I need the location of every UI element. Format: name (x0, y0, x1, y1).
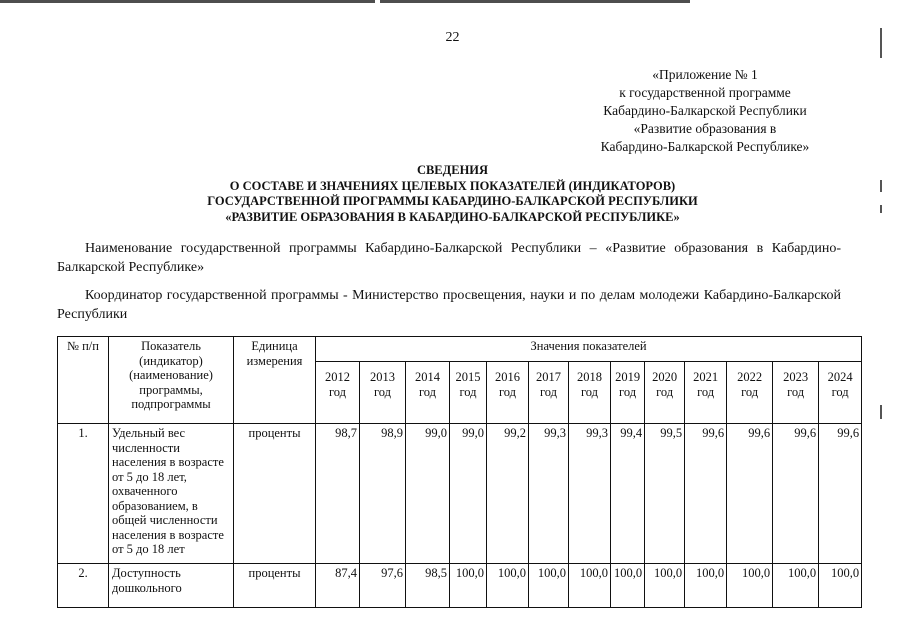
title-line: О СОСТАВЕ И ЗНАЧЕНИЯХ ЦЕЛЕВЫХ ПОКАЗАТЕЛЕЙ (ИНДИКАТОРОВ) (229, 178, 676, 193)
row-value: 99,6 (773, 424, 819, 564)
row-value: 99,6 (819, 424, 862, 564)
row-value: 100,0 (685, 564, 727, 608)
header-year: 2017 год (529, 362, 569, 424)
row-value: 87,4 (316, 564, 360, 608)
row-unit: проценты (234, 424, 316, 564)
header-year: 2022 год (727, 362, 773, 424)
coordinator-paragraph: Координатор государственной программы - Министерство просвещения, науки и по делам молодежи Кабардино-Балкарской Республики (57, 288, 841, 322)
row-value: 100,0 (611, 564, 645, 608)
document-title (0, 163, 905, 225)
row-value: 100,0 (645, 564, 685, 608)
header-year: 2015 год (450, 362, 487, 424)
header-year: 2023 год (773, 362, 819, 424)
header-year: 2019 год (611, 362, 645, 424)
header-year: 2012 год (316, 362, 360, 424)
row-value: 100,0 (529, 564, 569, 608)
appendix-line: «Приложение № 1 (652, 67, 758, 82)
row-value: 99,3 (529, 424, 569, 564)
scan-edge-right (880, 0, 883, 639)
row-indicator: Удельный вес численности населения в возрасте от 5 до 18 лет, охваченного образованием, в общей численности населения в возрасте от 5 до 18 лет (109, 424, 234, 564)
row-indicator: Доступность дошкольного (109, 564, 234, 608)
row-num: 2. (58, 564, 109, 608)
table-row (58, 564, 862, 608)
header-indicator: Показатель (индикатор) (наименование) программы, подпрограммы (109, 337, 234, 424)
appendix-note (575, 66, 835, 156)
title-line: «РАЗВИТИЕ ОБРАЗОВАНИЯ В КАБАРДИНО-БАЛКАРСКОЙ РЕСПУБЛИКЕ» (225, 209, 680, 224)
appendix-line: Кабардино-Балкарской Республике» (600, 139, 810, 154)
row-value: 98,7 (316, 424, 360, 564)
header-year: 2013 год (360, 362, 406, 424)
title-line: СВЕДЕНИЯ (416, 163, 489, 177)
row-value: 99,6 (685, 424, 727, 564)
program-name-paragraph: Наименование государственной программы Кабардино-Балкарской Республики – «Развитие образования в Кабардино-Балкарской Республике» (57, 241, 841, 275)
title-line: ГОСУДАРСТВЕННОЙ ПРОГРАММЫ КАБАРДИНО-БАЛКАРСКОЙ РЕСПУБЛИКИ (207, 194, 698, 208)
row-value: 100,0 (773, 564, 819, 608)
header-year: 2020 год (645, 362, 685, 424)
row-value: 99,2 (487, 424, 529, 564)
header-year: 2024 год (819, 362, 862, 424)
row-value: 98,9 (360, 424, 406, 564)
header-year: 2018 год (569, 362, 611, 424)
row-value: 99,3 (569, 424, 611, 564)
row-value: 100,0 (450, 564, 487, 608)
header-values-group: Значения показателей (316, 337, 862, 362)
appendix-line: к государственной программе (619, 85, 791, 100)
row-value: 100,0 (727, 564, 773, 608)
row-value: 99,5 (645, 424, 685, 564)
row-value: 98,5 (406, 564, 450, 608)
row-num: 1. (58, 424, 109, 564)
row-value: 99,6 (727, 424, 773, 564)
header-year: 2021 год (685, 362, 727, 424)
row-value: 99,0 (406, 424, 450, 564)
page-number: 22 (445, 30, 460, 45)
scan-edge-top (0, 0, 905, 3)
row-value: 100,0 (569, 564, 611, 608)
table-row (58, 424, 862, 564)
header-year: 2014 год (406, 362, 450, 424)
header-year: 2016 год (487, 362, 529, 424)
row-value: 100,0 (819, 564, 862, 608)
row-unit: проценты (234, 564, 316, 608)
row-value: 100,0 (487, 564, 529, 608)
indicators-table (57, 336, 862, 608)
appendix-line: «Развитие образования в (633, 121, 777, 136)
header-num: № п/п (58, 337, 109, 424)
row-value: 97,6 (360, 564, 406, 608)
table-header-row (58, 337, 862, 362)
appendix-line: Кабардино-Балкарской Республики (603, 103, 807, 118)
row-value: 99,0 (450, 424, 487, 564)
row-value: 99,4 (611, 424, 645, 564)
header-unit: Единица измерения (234, 337, 316, 424)
